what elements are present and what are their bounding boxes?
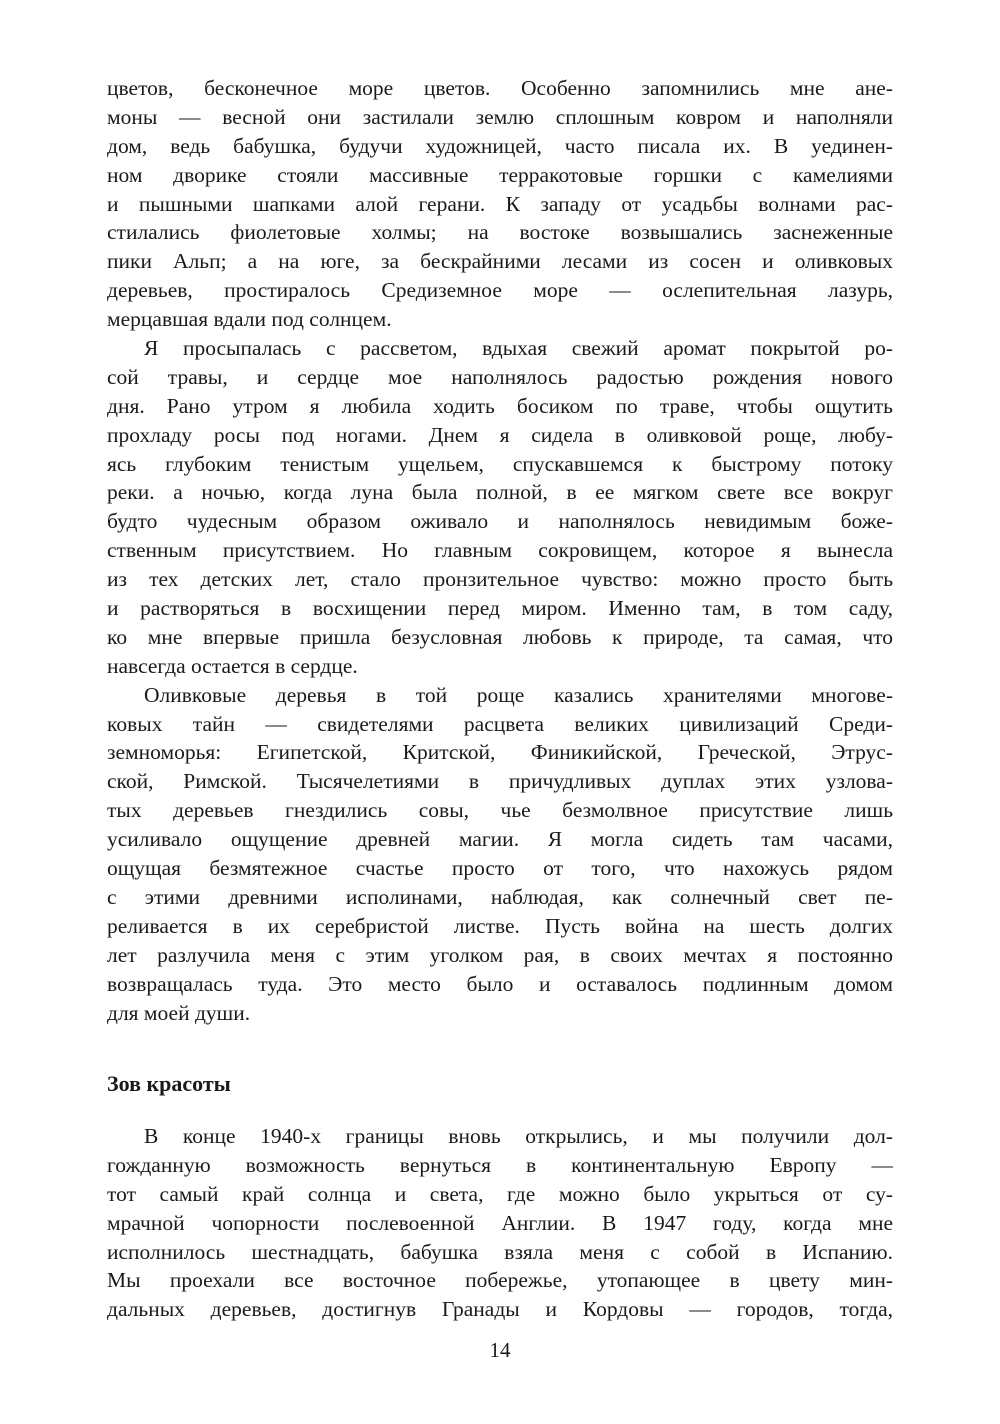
text-line: В конце 1940-х границы вновь открылись, и мы получили дол- (144, 1124, 893, 1148)
text-line: навсегда остается в сердце. (107, 653, 358, 678)
text-line: прохладу росы под ногами. Днем я сидела в оливковой роще, любу- (107, 422, 893, 447)
text-line: ковых тайн — свидетелями расцвета великих цивилизаций Среди- (107, 711, 893, 736)
text-line: Я просыпалась с рассветом, вдыхая свежий аромат покрытой ро- (144, 336, 893, 361)
text-line: ощущая безмятежное счастье просто от того, что нахожусь рядом (107, 856, 893, 881)
section-paragraph (107, 1122, 893, 1324)
page-number: 14 (489, 1338, 511, 1362)
text-line: цветов, бесконечное море цветов. Особенно запомнились мне ане- (107, 76, 893, 100)
text-line: дальных деревьев, достигнув Гранады и Кордовы — городов, тогда, (107, 1297, 893, 1322)
text-line: деревьев, простиралось Средиземное море — ослепительная лазурь, (107, 278, 893, 303)
text-line: усиливало ощущение древней магии. Я могла сидеть там часами, (107, 827, 893, 852)
text-line: земноморья: Египетской, Критской, Финикийской, Греческой, Этрус- (107, 740, 893, 765)
text-line: тот самый край солнца и света, где можно было укрыться от су- (107, 1181, 893, 1206)
text-line: с этими древними исполинами, наблюдая, как солнечный свет пе- (107, 884, 893, 909)
body-text (107, 74, 893, 1027)
text-line: дня. Рано утром я любила ходить босиком по траве, чтобы ощутить (107, 393, 893, 418)
text-line: тых деревьев гнездились совы, чье безмолвное присутствие лишь (107, 798, 893, 823)
text-line: для моей души. (107, 1000, 251, 1025)
text-line: реливается в их серебристой листве. Пусть война на шесть долгих (107, 913, 893, 938)
text-line: стилались фиолетовые холмы; на востоке возвышались заснеженные (107, 220, 893, 245)
paragraph-3 (107, 681, 893, 1028)
text-line: ственным присутствием. Но главным сокровищем, которое я вынесла (107, 538, 893, 563)
text-line: дом, ведь бабушка, будучи художницей, часто писала их. В уединен- (107, 133, 893, 158)
paragraph-1 (107, 74, 893, 334)
text-line: ясь глубоким тенистым ущельем, спускавшемся к быстрому потоку (107, 451, 893, 476)
text-line: мрачной чопорности послевоенной Англии. В 1947 году, когда мне (107, 1210, 893, 1235)
text-line: ко мне впервые пришла безусловная любовь к природе, та самая, что (107, 624, 893, 649)
text-line: мерцавшая вдали под солнцем. (107, 307, 392, 332)
text-line: Оливковые деревья в той роще казались хранителями многове- (144, 682, 893, 707)
text-line: из тех детских лет, стало пронзительное чувство: можно просто быть (107, 567, 893, 592)
text-line: лет разлучила меня с этим уголком рая, в своих мечтах я постоянно (107, 942, 893, 967)
text-line: и растворяться в восхищении перед миром. Именно там, в том саду, (107, 596, 893, 621)
section-heading: Зов красоты (107, 1071, 231, 1096)
text-line: ской, Римской. Тысячелетиями в причудливых дуплах этих узлова- (107, 769, 893, 794)
text-line: реки. а ночью, когда луна была полной, в ее мягком свете все вокруг (107, 480, 893, 505)
text-line: ном дворике стояли массивные терракотовые горшки с камелиями (107, 162, 893, 187)
text-line: возвращалась туда. Это место было и оставалось подлинным домом (107, 971, 893, 996)
text-line: исполнилось шестнадцать, бабушка взяла меня с собой в Испанию. (107, 1239, 893, 1264)
text-line: пики Альп; а на юге, за бескрайними лесами из сосен и оливковых (107, 249, 893, 274)
text-line: будто чудесным образом оживало и наполнялось невидимым боже- (107, 509, 893, 534)
text-line: и пышными шапками алой герани. К западу от усадьбы волнами рас- (107, 191, 893, 216)
text-line: гожданную возможность вернуться в континентальную Европу — (107, 1152, 893, 1177)
text-line: моны — весной они застилали землю сплошным ковром и наполняли (107, 104, 893, 129)
text-line: сой травы, и сердце мое наполнялось радостью рождения нового (107, 364, 893, 389)
text-line: Мы проехали все восточное побережье, утопающее в цвету мин- (107, 1268, 893, 1293)
paragraph-2 (107, 334, 893, 681)
